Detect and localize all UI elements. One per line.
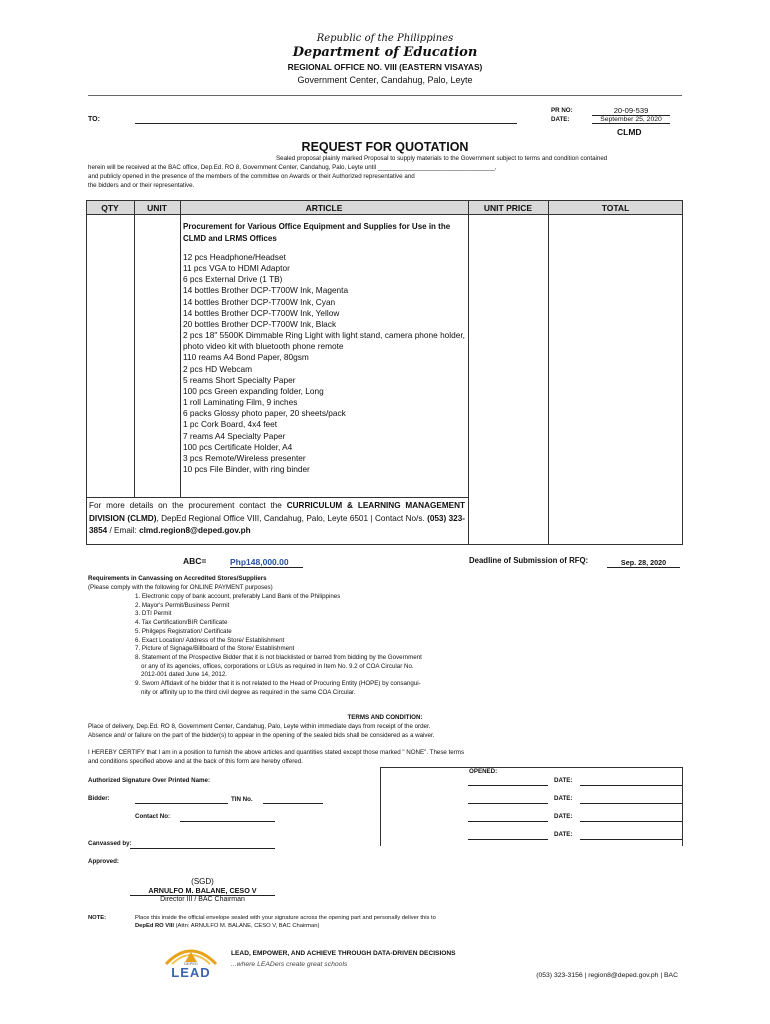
date-label-1: DATE: (554, 777, 573, 784)
requirements-title: Requirements in Canvassing on Accredited Stores/Suppliers (88, 575, 267, 582)
list-item: 20 bottles Brother DCP-T700W Ink, Black (183, 318, 337, 329)
col-divider-qty (134, 200, 135, 497)
address-line: Government Center, Candahug, Palo, Leyte (297, 75, 473, 85)
list-item: 12 pcs Headphone/Headset (183, 252, 286, 262)
header-article: ARTICLE (305, 203, 343, 213)
certify-line-2: and conditions specified above and at the back of this form are hereby offered. (88, 758, 303, 765)
list-item: 2 pcs HD Webcam (183, 363, 253, 374)
republic-line: Republic of the Philippines (316, 33, 454, 44)
contact-email-label: / Email: (107, 526, 140, 535)
list-item: 10 pcs File Binder, with ring binder (183, 463, 310, 474)
list-item: 2012-001 dated June 14, 2012. (141, 671, 228, 679)
article-title: Procurement for Various Office Equipment and Supplies for Use in the CLMD and LRMS Offices (183, 222, 451, 243)
date-label-4: DATE: (554, 831, 573, 838)
contact-divider (86, 497, 469, 498)
list-item: 2. Mayor's Permit/Business Permit (135, 601, 230, 609)
contact-no-label: Contact No: (135, 813, 171, 820)
date-field-4[interactable] (580, 839, 682, 840)
intro-line-1: Sealed proposal plainly marked Proposal to supply materials to the Government subject to terms and condition contained (276, 155, 608, 162)
opened-label: OPENED: (469, 768, 498, 775)
bidder-field[interactable] (135, 803, 228, 804)
col-divider-article (468, 200, 469, 545)
certify-line-1: I HEREBY CERTIFY that I am in a position to furnish the above articles and quantities stated except those marked " NONE". These terms (88, 749, 465, 756)
note-office: DepEd RO VIII (135, 923, 174, 929)
to-field[interactable] (135, 123, 517, 124)
header-total: TOTAL (601, 203, 630, 213)
header-rule (88, 95, 682, 96)
date-field-3[interactable] (580, 821, 682, 822)
list-item: 2 pcs 18" 5500K Dimmable Ring Light with light stand, camera phone holder, photo video kit with bluetooth phone remote (183, 330, 465, 352)
tin-field[interactable] (263, 803, 323, 804)
article-items (183, 252, 466, 475)
intro-line-4: the bidders and or their representative. (88, 182, 195, 189)
list-item: 3. DTI Permit (135, 610, 172, 618)
list-item: 5 reams Short Specialty Paper (183, 374, 296, 385)
rfq-title: REQUEST FOR QUOTATION (301, 140, 469, 154)
list-item: 14 bottles Brother DCP-T700W Ink, Yellow (183, 307, 340, 318)
list-item: 3 pcs Remote/Wireless presenter (183, 452, 306, 463)
list-item: 14 bottles Brother DCP-T700W Ink, Magenta (183, 285, 349, 296)
bidder-label: Bidder: (88, 795, 110, 802)
col-divider-price (548, 200, 549, 545)
list-item: 1 pc Cork Board, 4x4 feet (183, 419, 278, 430)
terms-line-2: Absence and/ or failure on the part of the bidder(s) to appear in the opening of the sealed bids shall be considered as a waiver. (88, 732, 435, 739)
requirements-list (135, 593, 422, 697)
pr-label: PR NO: (551, 107, 573, 114)
date-label-2: DATE: (554, 795, 573, 802)
sgd-mark: (SGD) (191, 877, 214, 886)
list-item: 6 packs Glossy photo paper, 20 sheets/pack (183, 408, 346, 419)
date-label: DATE: (551, 116, 570, 123)
list-item: 6 pcs External Drive (1 TB) (183, 274, 283, 285)
canvassed-field[interactable] (130, 848, 275, 849)
list-item: 5. Philgeps Registration/ Certificate (135, 627, 232, 635)
deadline-value: Sep. 28, 2020 (607, 558, 680, 568)
to-label: TO: (88, 116, 100, 123)
tin-label: TIN No. (231, 796, 253, 803)
note-attn: (Attn: ARNULFO M. BALANE, CESO V, BAC Chairman) (173, 923, 320, 929)
terms-title: TERMS AND CONDITION: (347, 714, 423, 721)
authorized-signature-label: Authorized Signature Over Printed Name: (88, 777, 211, 784)
contact-phone: (053) 323-3854 (89, 513, 465, 535)
list-item: or any of its agencies, offices, corporations or LGUs as required in Item No. 9.2 of COA Circular No. (141, 662, 414, 670)
canvassed-label: Canvassed by: (88, 840, 132, 847)
approved-label: Approved: (88, 858, 119, 865)
abc-label: ABC= (183, 556, 207, 566)
note-line-2 (135, 923, 319, 931)
list-item: 7. Picture of Signage/Billboard of the Store/ Establishment (135, 645, 295, 653)
terms-line-1: Place of delivery, Dep.Ed. RO 8, Government Center, Candahug, Palo, Leyte within immediate days from receipt of the order. (88, 723, 431, 730)
opened-box (380, 767, 683, 846)
abc-value: Php148,000.00 (230, 557, 303, 568)
list-item: 4. Tax Certification/BIR Certificate (135, 619, 228, 627)
opened-field-4[interactable] (468, 839, 548, 840)
contact-email: clmd.region8@deped.gov.ph (139, 526, 251, 535)
list-item: 11 pcs VGA to HDMI Adaptor (183, 263, 290, 274)
pr-value: 20-09-539 (592, 106, 670, 116)
lead-logo-small: DEPED (184, 961, 198, 966)
list-item: 7 reams A4 Specialty Paper (183, 430, 286, 441)
requirements-subtitle: (Please comply with the following for ONLINE PAYMENT purposes) (88, 584, 273, 591)
header-qty: QTY (101, 203, 119, 213)
list-item: 14 bottles Brother DCP-T700W Ink, Cyan (183, 296, 336, 307)
signatory-position: Director III / BAC Chairman (160, 896, 245, 903)
list-item: 100 pcs Green expanding folder, Long (183, 385, 324, 396)
region-line: REGIONAL OFFICE NO. VIII (EASTERN VISAYAS) (287, 62, 483, 72)
lead-logo (160, 940, 222, 980)
opened-field-1[interactable] (468, 785, 548, 786)
header-unit-price: UNIT PRICE (483, 203, 533, 213)
lead-logo-text: LEAD (171, 965, 211, 980)
deadline-label: Deadline of Submission of RFQ: (469, 556, 589, 565)
date-field-1[interactable] (580, 785, 682, 786)
opened-field-2[interactable] (468, 803, 548, 804)
list-item: 9. Sworn Affidavit of he bidder that it is not related to the Head of Procuring Entity (HOPE) by consangui- (135, 680, 421, 688)
contact-details (89, 500, 465, 538)
date-value: September 25, 2020 (592, 116, 670, 124)
contact-mid: , DepEd Regional Office VIII, Candahug, Palo, Leyte 6501 | Contact No/s. (156, 513, 428, 523)
footer-contact: (053) 323-3156 | region8@deped.gov.ph | BAC (536, 972, 678, 979)
signatory-name: ARNULFO M. BALANE, CESO V (130, 886, 275, 896)
col-divider-unit (180, 200, 181, 497)
list-item: 100 pcs Certificate Holder, A4 (183, 441, 293, 452)
opened-field-3[interactable] (468, 821, 548, 822)
department-line: Department of Education (292, 45, 478, 60)
contact-division: CURRICULUM & LEARNING MANAGEMENT DIVISION (CLMD) (89, 501, 466, 523)
footer-subtag: ...where LEADers create great schools (231, 961, 348, 968)
list-item: nity or affinity up to the third civil degree as required in the same COA Circular. (141, 688, 356, 696)
note-label: NOTE: (88, 915, 107, 921)
list-item: 110 reams A4 Bond Paper, 80gsm (183, 352, 309, 363)
intro-line-2: herein will be received at the BAC office, Dep.Ed. RO 8, Government Center, Candahug, Palo, Leyte until __________________________________, (88, 164, 497, 171)
header-unit: UNIT (147, 203, 167, 213)
contact-no-field[interactable] (180, 821, 275, 822)
footer-tagline: LEAD, EMPOWER, AND ACHIEVE THROUGH DATA-DRIVEN DECISIONS (231, 950, 456, 957)
date-label-3: DATE: (554, 813, 573, 820)
intro-line-3: and publicly opened in the presence of the members of the committee on Awards or their Authorized representative and (88, 173, 415, 180)
list-item: 8. Statement of the Prospective Bidder that it is not blacklisted or barred from bidding by the Government (135, 653, 422, 661)
list-item: 6. Exact Location/ Address of the Store/ Establishment (135, 636, 285, 644)
date-field-2[interactable] (580, 803, 682, 804)
list-item: 1. Electronic copy of bank account, preferably Land Bank of the Philippines (135, 593, 341, 600)
office-code: CLMD (617, 127, 642, 137)
list-item: 1 roll Laminating Film, 9 inches (183, 397, 298, 408)
contact-pre: For more details on the procurement contact the (89, 501, 287, 510)
note-line-1: Place this inside the official envelope sealed with your signature across the opening part and personally deliver this to (135, 915, 436, 921)
